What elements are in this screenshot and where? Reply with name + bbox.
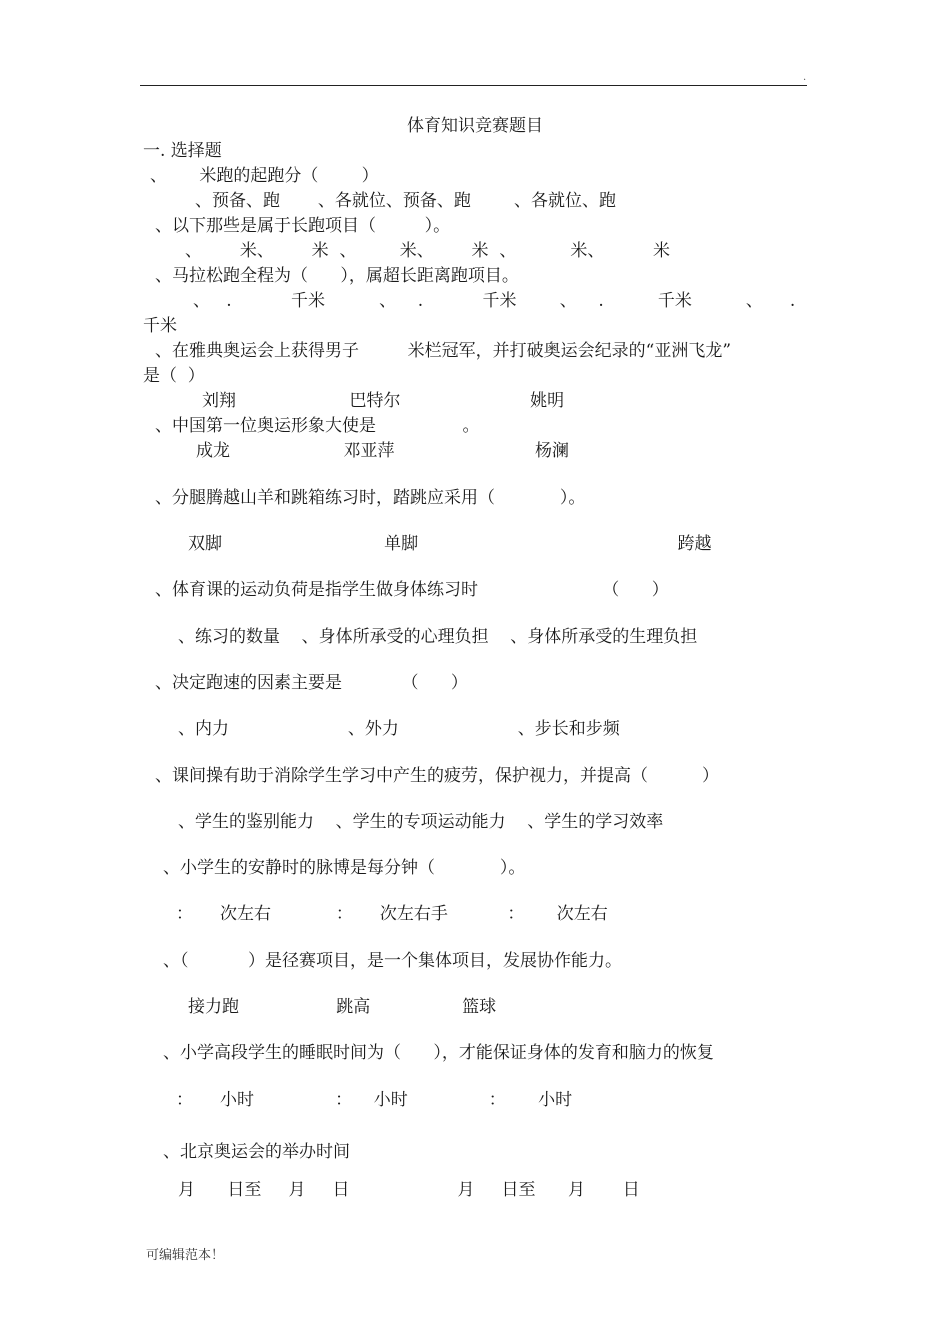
question-line: 、体育课的运动负荷是指学生做身体练习时 （ ）	[155, 580, 669, 600]
question-line: 、马拉松跑全程为（ ），属超长距离跑项目。	[155, 266, 519, 286]
question-line: 千米	[143, 316, 177, 336]
question-line: 、 米、 米 、 米、 米 、 米、 米	[185, 241, 670, 261]
question-line: 、内力 、外力 、步长和步频	[178, 719, 620, 739]
question-line: 、练习的数量 、身体所承受的心理负担 、身体所承受的生理负担	[178, 627, 698, 647]
question-line: 、小学高段学生的睡眠时间为（ ），才能保证身体的发育和脑力的恢复	[163, 1043, 714, 1063]
question-line: 、以下那些是属于长跑项目（ ）。	[155, 216, 451, 236]
question-line: 、北京奥运会的举办时间	[163, 1142, 350, 1162]
section-heading: 一. 选择题	[143, 141, 222, 161]
header-rule	[140, 85, 807, 86]
question-line: ： 小时 ： 小时 ： 小时	[176, 1090, 573, 1110]
question-line: 、学生的鉴别能力 、学生的专项运动能力 、学生的学习效率	[178, 812, 664, 832]
question-line: 月 日至 月 日 月 日至 月 日	[178, 1180, 640, 1200]
question-line: 成龙 邓亚萍 杨澜	[196, 441, 569, 461]
question-line: 是（ ）	[143, 366, 205, 386]
question-line: 、 米跑的起跑分（ ）	[150, 166, 379, 186]
question-line: ： 次左右 ： 次左右手 ： 次左右	[176, 904, 608, 924]
question-line: 、 . 千米 、 . 千米 、 . 千米 、 .	[193, 291, 796, 311]
question-line: 双脚 单脚 跨越	[188, 534, 712, 554]
question-line: 、在雅典奥运会上获得男子 米栏冠军，并打破奥运会纪录的“亚洲飞龙”	[155, 341, 732, 361]
header-corner-mark: .	[803, 72, 807, 83]
question-line: 、课间操有助于消除学生学习中产生的疲劳，保护视力，并提高（ ）	[155, 766, 720, 786]
question-line: 、中国第一位奥运形象大使是 。	[155, 416, 480, 436]
question-line: 、小学生的安静时的脉博是每分钟（ ）。	[163, 858, 526, 878]
question-line: 刘翔 巴特尔 姚明	[202, 391, 565, 411]
question-line: 、分腿腾越山羊和跳箱练习时，踏跳应采用（ ）。	[155, 488, 586, 508]
question-line: 、决定跑速的因素主要是 （ ）	[155, 673, 468, 693]
question-line: 、预备、跑 、各就位、预备、跑 、各就位、跑	[195, 191, 617, 211]
footer-note: 可编辑范本！	[146, 1248, 225, 1263]
question-line: 、（ ）是径赛项目，是一个集体项目，发展协作能力。	[163, 951, 622, 971]
question-line: 接力跑 跳高 篮球	[188, 997, 497, 1017]
document-title: 体育知识竞赛题目	[407, 116, 543, 136]
